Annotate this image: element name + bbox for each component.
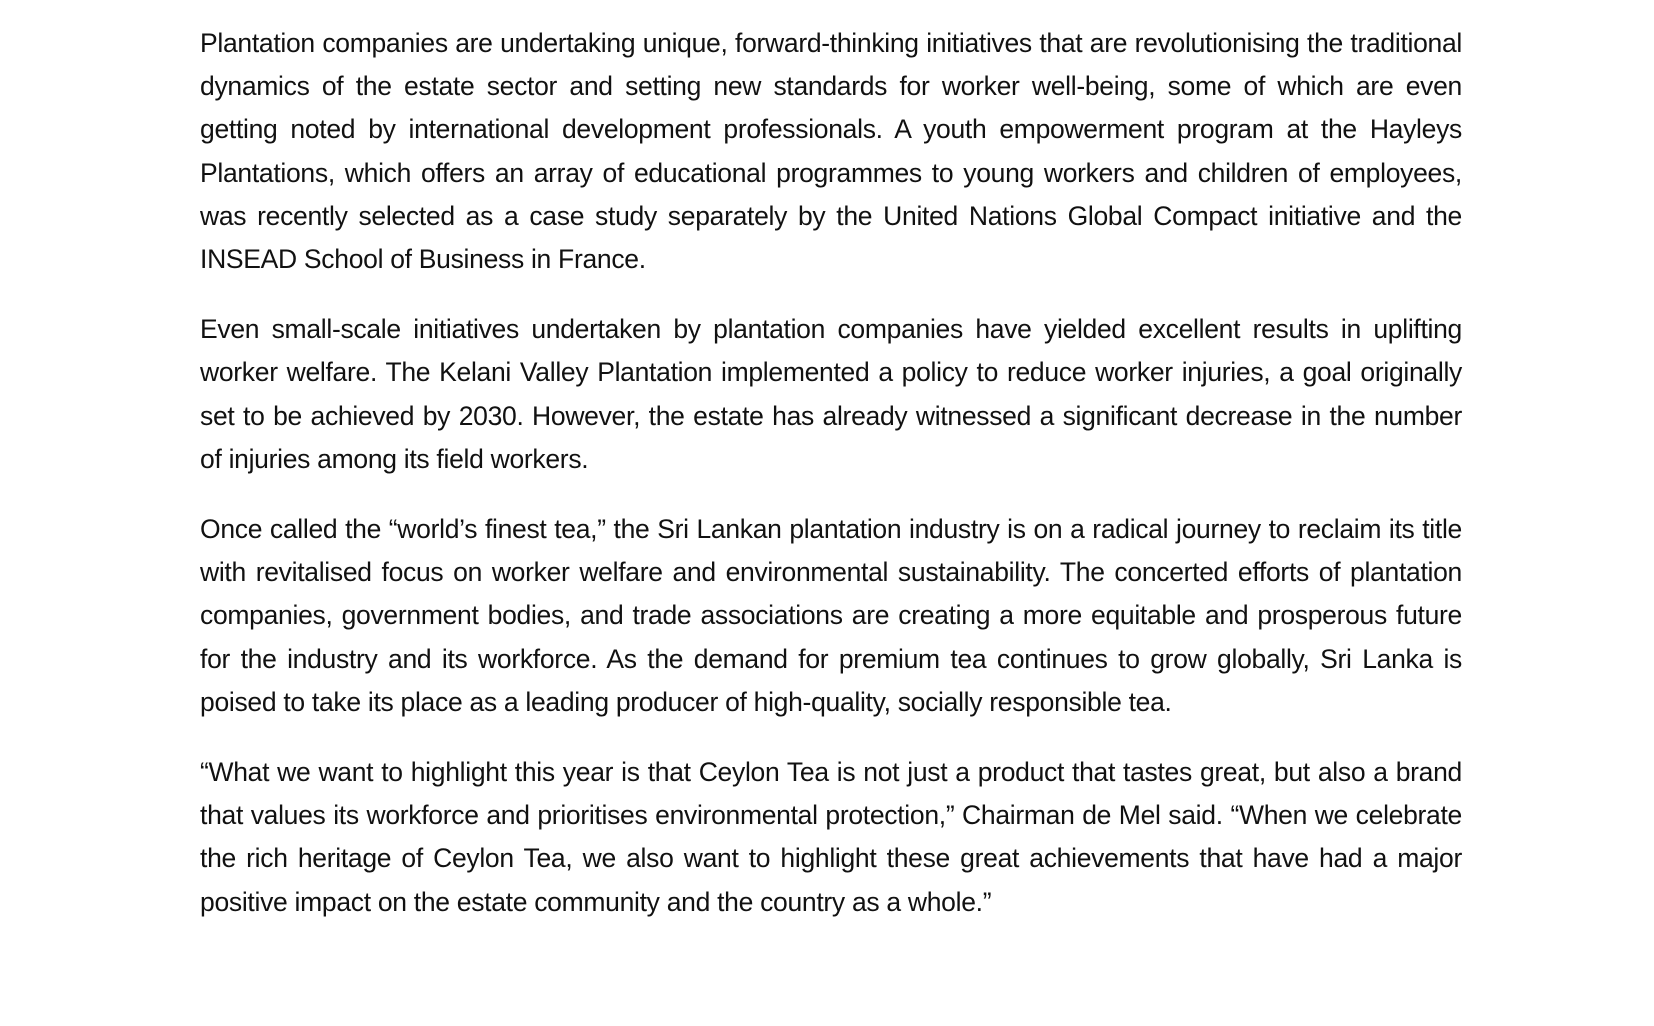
paragraph-chairman-quote: “What we want to highlight this year is that Ceylon Tea is not just a product that tastes great, but also a brand that values its workforce and prioritises environmental protection,” Chairman de Mel said. “When we celebrate the rich heritage of Ceylon Tea, we also want to highlight these great achievements that have had a major positive impact on the estate community and the country as a whole.”	[200, 757, 1462, 917]
paragraph-small-scale: Even small-scale initiatives undertaken by plantation companies have yielded excellent results in uplifting worker welfare. The Kelani Valley Plantation implemented a policy to reduce worker injuries, a goal originally set to be achieved by 2030. However, the estate has already witnessed a significant decrease in the number of injuries among its field workers.	[200, 314, 1462, 474]
paragraph-initiatives: Plantation companies are undertaking unique, forward-thinking initiatives that are revolutionising the traditional dynamics of the estate sector and setting new standards for worker well-being, some of which are even getting noted by international development professionals. A youth empowerment program at the Hayleys Plantations, which offers an array of educational programmes to young workers and children of employees, was recently selected as a case study separately by the United Nations Global Compact initiative and the INSEAD School of Business in France.	[200, 28, 1462, 275]
paragraph-worlds-finest-tea: Once called the “world’s finest tea,” the Sri Lankan plantation industry is on a radical journey to reclaim its title with revitalised focus on worker welfare and environmental sustainability. The concerted efforts of plantation companies, government bodies, and trade associations are creating a more equitable and prosperous future for the industry and its workforce. As the demand for premium tea continues to grow globally, Sri Lanka is poised to take its place as a leading producer of high-quality, socially responsible tea.	[200, 514, 1462, 717]
article-body	[200, 22, 1462, 951]
